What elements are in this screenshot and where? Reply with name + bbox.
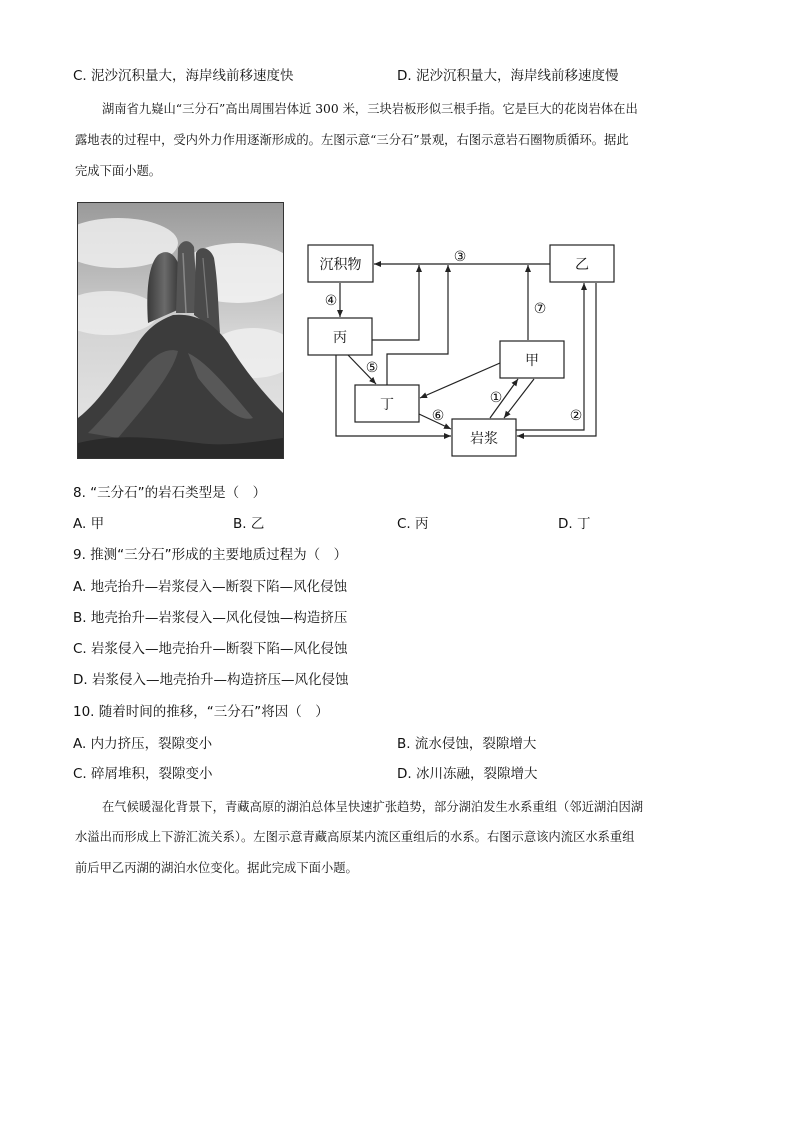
label-jia: 甲 xyxy=(525,353,539,369)
question-8-stem: 8. “三分石”的岩石类型是（ ） xyxy=(73,485,267,501)
intro2-line1: 在气候暖湿化背景下，青藏高原的湖泊总体呈快速扩张趋势，部分湖泊发生水系重组（邻近湖泊因湖 xyxy=(102,800,644,814)
num-7: ⑦ xyxy=(533,301,547,317)
arrow-jia-ding xyxy=(420,363,500,398)
q8-option-a: A. 甲 xyxy=(73,516,105,532)
num-6: ⑥ xyxy=(431,408,445,424)
q10-option-c: C. 碎屑堆积，裂隙变小 xyxy=(73,766,213,782)
q9-option-b: B. 地壳抬升—岩浆侵入—风化侵蚀—构造挤压 xyxy=(73,610,348,626)
q9-option-d: D. 岩浆侵入—地壳抬升—构造挤压—风化侵蚀 xyxy=(73,672,349,688)
q10-option-d: D. 冰川冻融，裂隙增大 xyxy=(397,766,538,782)
label-ding: 丁 xyxy=(380,397,394,413)
label-yi: 乙 xyxy=(575,257,589,273)
intro1-line1: 湖南省九嶷山“三分石”高出周围岩体近 300 米，三块岩板形似三根手指。它是巨大的花岗岩体在出 xyxy=(102,102,638,116)
q9-option-a: A. 地壳抬升—岩浆侵入—断裂下陷—风化侵蚀 xyxy=(73,579,348,595)
rock-landscape-image xyxy=(78,203,283,458)
intro1-line2: 露地表的过程中，受内外力作用逐渐形成的。左图示意“三分石”景观，右图示意岩石圈物质循环。据此 xyxy=(75,133,629,147)
question-10-stem: 10. 随着时间的推移，“三分石”将因（ ） xyxy=(73,704,329,720)
q10-option-a: A. 内力挤压，裂隙变小 xyxy=(73,736,213,752)
prev-option-d: D. 泥沙沉积量大，海岸线前移速度慢 xyxy=(397,68,619,84)
prev-option-c: C. 泥沙沉积量大，海岸线前移速度快 xyxy=(73,68,294,84)
q8-option-c: C. 丙 xyxy=(397,516,429,532)
q8-option-b: B. 乙 xyxy=(233,516,265,532)
num-4: ④ xyxy=(324,293,338,309)
num-3: ③ xyxy=(453,249,467,265)
num-5: ⑤ xyxy=(365,360,379,376)
num-1: ① xyxy=(489,390,503,406)
sanfenshi-photo xyxy=(77,202,284,459)
intro2-line2: 水溢出而形成上下游汇流关系）。左图示意青藏高原某内流区重组后的水系。右图示意该内流区水系重组 xyxy=(75,830,635,844)
intro2-line3: 前后甲乙丙湖的湖泊水位变化。据此完成下面小题。 xyxy=(75,861,358,875)
label-sediment: 沉积物 xyxy=(319,257,362,273)
q8-option-d: D. 丁 xyxy=(558,516,591,532)
label-bing: 丙 xyxy=(333,330,347,346)
q9-option-c: C. 岩浆侵入—地壳抬升—断裂下陷—风化侵蚀 xyxy=(73,641,348,657)
num-2: ② xyxy=(569,408,583,424)
intro1-line3: 完成下面小题。 xyxy=(75,164,162,178)
arrow-ding-up xyxy=(387,265,448,385)
label-magma: 岩浆 xyxy=(470,431,498,447)
arrow-jia-magma xyxy=(504,379,534,418)
arrow-bing-up xyxy=(372,265,419,340)
q10-option-b: B. 流水侵蚀，裂隙增大 xyxy=(397,736,537,752)
question-9-stem: 9. 推测“三分石”形成的主要地质过程为（ ） xyxy=(73,547,348,563)
rock-cycle-diagram xyxy=(300,232,620,464)
